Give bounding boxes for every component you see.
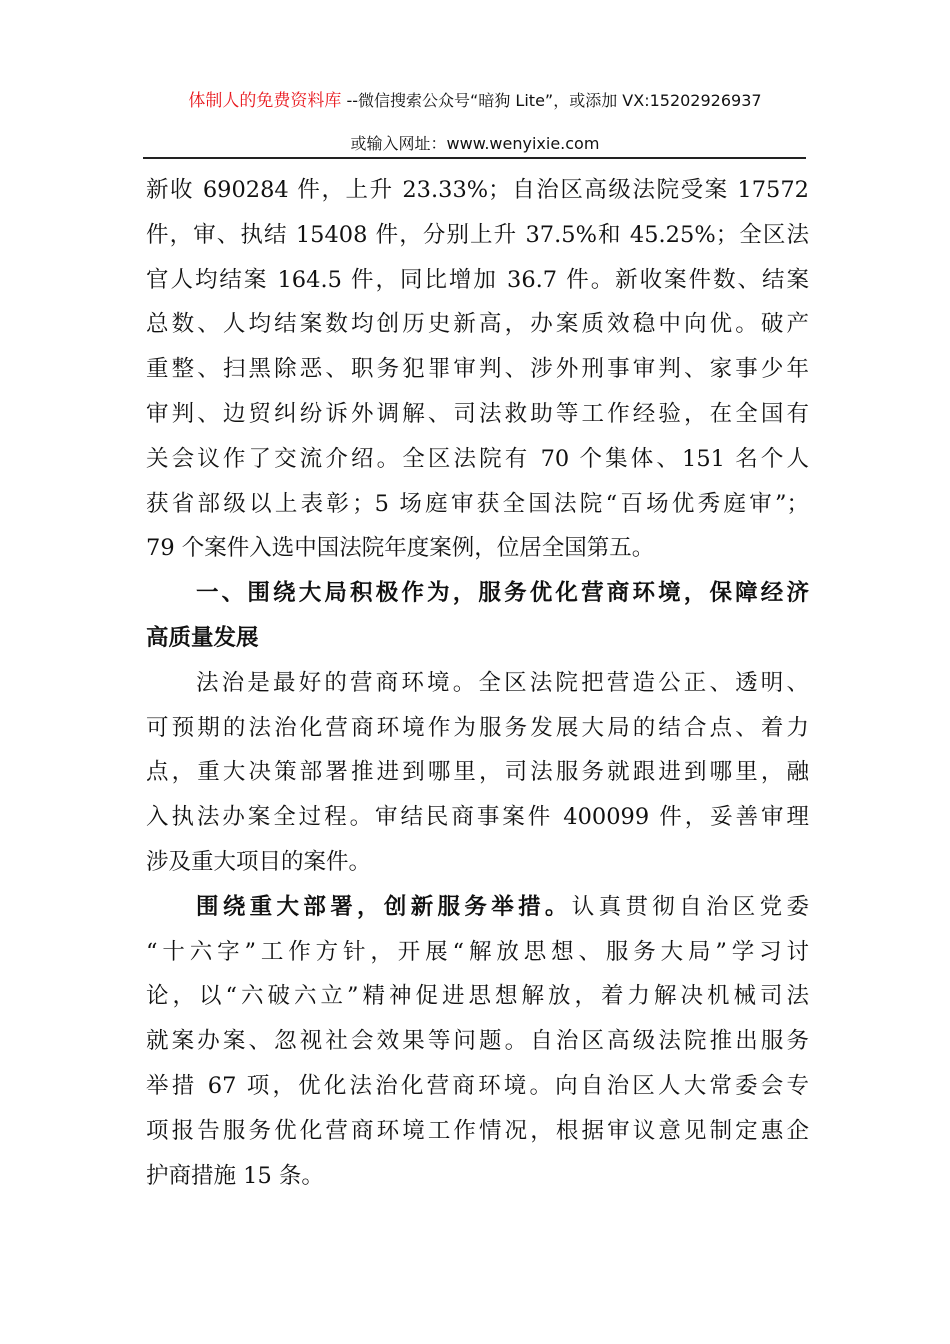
text-line: 法治是最好的营商环境。全区法院把营造公正、透明、 [196, 669, 809, 696]
text-line: “十六字”工作方针，开展“解放思想、服务大局”学习讨 [146, 938, 809, 965]
text-line: 就案办案、忽视社会效果等问题。自治区高级法院推出服务 [146, 1028, 809, 1055]
text-line: 总数、人均结案数均创历史新高，办案质效稳中向优。破产 [146, 311, 809, 338]
text-line: 件，审、执结 15408 件，分别上升 37.5%和 45.25%；全区法 [146, 221, 809, 248]
text-line: 获省部级以上表彰；5 场庭审获全国法院“百场优秀庭审”； [146, 490, 809, 517]
text-line: 关会议作了交流介绍。全区法院有 70 个集体、151 名个人 [146, 445, 809, 472]
text-line: 官人均结案 164.5 件，同比增加 36.7 件。新收案件数、结案 [146, 266, 809, 293]
text-line: 护商措施 15 条。 [146, 1162, 324, 1189]
paragraph-3 [146, 885, 809, 1199]
text-line: 涉及重大项目的案件。 [146, 848, 372, 875]
paragraph-2 [146, 661, 809, 885]
watermark-header [0, 86, 950, 111]
heading-line: 一、围绕大局积极作为，服务优化营商环境，保障经济 [196, 580, 809, 607]
paragraph-1 [146, 168, 809, 571]
section-heading [146, 571, 809, 661]
text-line [146, 885, 809, 930]
url-line: 或输入网址：www.wenyixie.com [350, 134, 600, 153]
brand-text: 体制人的免费资料库 [188, 91, 342, 111]
text-line: 论，以“六破六立”精神促进思想解放，着力解决机械司法 [146, 983, 809, 1010]
text-line: 审判、边贸纠纷诉外调解、司法救助等工作经验，在全国有 [146, 400, 809, 427]
lead-sentence: 围绕重大部署，创新服务举措。 [196, 893, 572, 920]
document-body [146, 168, 809, 1198]
text-line: 举措 67 项，优化法治化营商环境。向自治区人大常委会专 [146, 1072, 809, 1099]
text-line: 项报告服务优化营商环境工作情况，根据审议意见制定惠企 [146, 1117, 809, 1144]
text-span: 认真贯彻自治区党委 [571, 893, 809, 920]
text-line: 重整、扫黑除恶、职务犯罪审判、涉外刑事审判、家事少年 [146, 356, 809, 383]
text-line: 入执法办案全过程。审结民商事案件 400099 件，妥善审理 [146, 804, 809, 831]
text-line: 可预期的法治化营商环境作为服务发展大局的结合点、着力 [146, 714, 809, 741]
text-line: 79 个案件入选中国法院年度案例，位居全国第五。 [146, 535, 655, 562]
heading-line: 高质量发展 [146, 624, 259, 651]
text-line: 点，重大决策部署推进到哪里，司法服务就跟进到哪里，融 [146, 759, 809, 786]
promo-text: --微信搜索公众号“暗狗 Lite”，或添加 VX:15202926937 [341, 91, 762, 110]
header-divider [143, 157, 806, 159]
text-line: 新收 690284 件，上升 23.33%；自治区高级法院受案 17572 [146, 177, 809, 203]
